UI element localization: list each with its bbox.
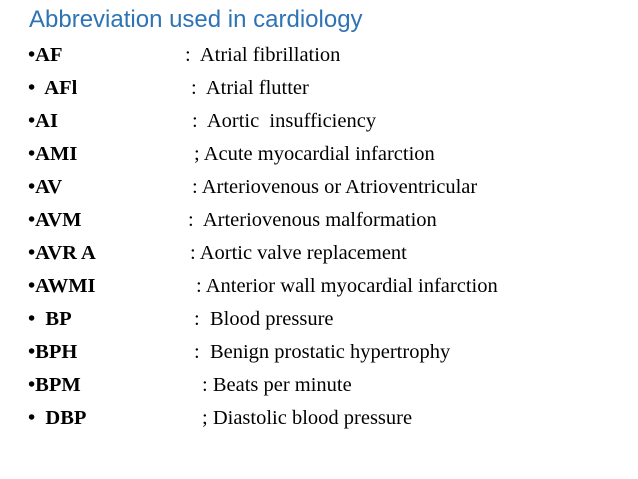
list-item xyxy=(28,77,628,105)
definition: : Benign prostatic hypertrophy xyxy=(194,341,451,363)
abbreviation: •AVM xyxy=(28,209,82,231)
list-item xyxy=(28,407,628,435)
definition: : Anterior wall myocardial infarction xyxy=(196,275,498,297)
slide-title: Abbreviation used in cardiology xyxy=(29,6,363,33)
abbreviation: •AWMI xyxy=(28,275,96,297)
definition: : Blood pressure xyxy=(194,308,334,330)
abbreviation: • DBP xyxy=(28,407,87,429)
definition: : Atrial flutter xyxy=(191,77,309,99)
abbreviation: •AF xyxy=(28,44,63,66)
abbreviation: •BPM xyxy=(28,374,81,396)
definition: : Aortic insufficiency xyxy=(192,110,377,132)
definition: : Arteriovenous malformation xyxy=(188,209,437,231)
list-item xyxy=(28,143,628,171)
list-item xyxy=(28,242,628,270)
abbreviation: •AI xyxy=(28,110,58,132)
list-item xyxy=(28,44,628,72)
list-item xyxy=(28,176,628,204)
abbreviation: •BPH xyxy=(28,341,78,363)
list-item xyxy=(28,275,628,303)
abbreviation: •AMI xyxy=(28,143,78,165)
definition: : Atrial fibrillation xyxy=(185,44,341,66)
definition: ; Acute myocardial infarction xyxy=(194,143,435,165)
definition: ; Diastolic blood pressure xyxy=(202,407,413,429)
abbreviation: • AFl xyxy=(28,77,78,99)
list-item xyxy=(28,110,628,138)
list-item xyxy=(28,374,628,402)
definition: : Beats per minute xyxy=(202,374,352,396)
definition: : Aortic valve replacement xyxy=(190,242,407,264)
list-item xyxy=(28,341,628,369)
list-item xyxy=(28,308,628,336)
definition: : Arteriovenous or Atrioventricular xyxy=(192,176,478,198)
abbreviation: • BP xyxy=(28,308,72,330)
list-item xyxy=(28,209,628,237)
abbreviation: •AVR A xyxy=(28,242,96,264)
abbreviation: •AV xyxy=(28,176,63,198)
